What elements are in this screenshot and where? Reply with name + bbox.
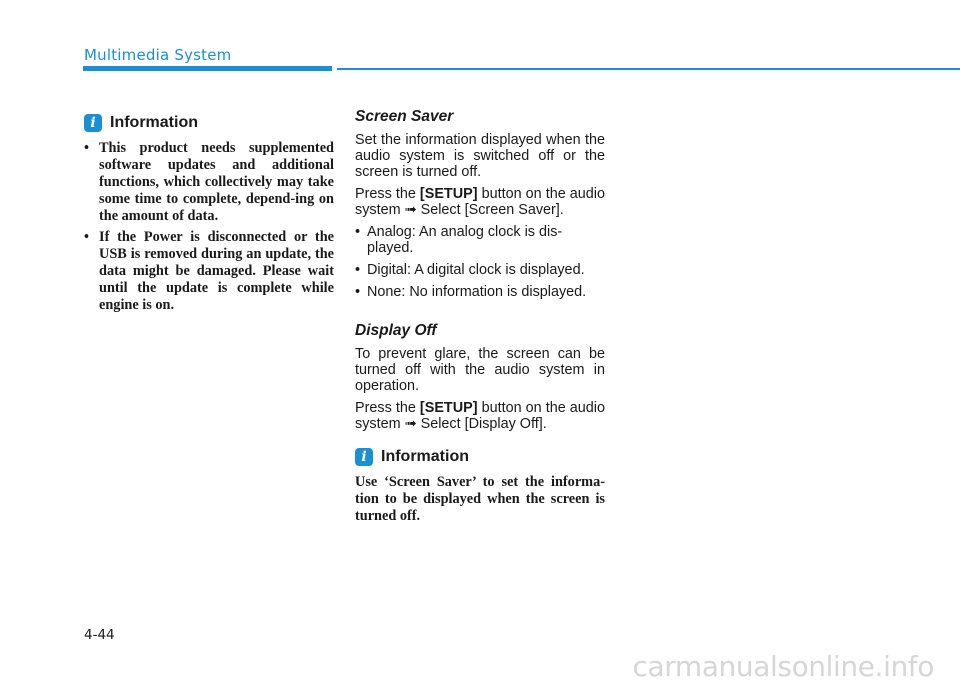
display-off-instruction	[355, 400, 605, 432]
info-heading	[355, 448, 605, 466]
right-column	[355, 108, 605, 525]
setup-button-label: [SETUP]	[419, 400, 478, 416]
display-off-intro: To prevent glare, the screen can be turned off with the audio system in operation.	[355, 346, 605, 394]
screen-saver-title: Screen Saver	[355, 108, 454, 125]
info-bullet: • This product needs supplemented software updates and additional functions, which collectively may take some time to complete, depend-ing on the amount of data.	[84, 140, 334, 225]
option-item: • None: No information is displayed.	[355, 284, 605, 300]
screen-saver-instruction	[355, 186, 605, 218]
info-note: Use ‘Screen Saver’ to set the informa-tion to be displayed when the screen is turned off.	[355, 474, 605, 524]
header-title: Multimedia System	[84, 46, 232, 64]
info-title: Information	[381, 448, 469, 465]
info-icon: i	[84, 114, 102, 132]
option-item: • Digital: A digital clock is displayed.	[355, 262, 605, 278]
instruction-text: button on the audio system ➟ Select [Screen Saver].	[355, 186, 605, 218]
page-number: 4-44	[84, 627, 115, 643]
left-column	[84, 114, 334, 318]
screen-saver-options	[355, 224, 605, 300]
option-item: • Analog: An analog clock is dis-played.	[355, 224, 605, 256]
header-rule-thin	[337, 68, 960, 70]
info-bullet: • If the Power is disconnected or the USB is removed during an update, the data might be damaged. Please wait until the update is complete while engine is on.	[84, 229, 334, 314]
info-heading	[84, 114, 334, 132]
info-bullet-list	[84, 140, 334, 314]
screen-saver-intro: Set the information displayed when the audio system is switched off or the screen is turned off.	[355, 132, 605, 180]
info-icon: i	[355, 448, 373, 466]
instruction-text: button on the audio system ➟ Select [Display Off].	[355, 400, 605, 432]
info-title: Information	[110, 114, 198, 131]
display-off-title: Display Off	[355, 322, 437, 339]
setup-button-label: [SETUP]	[419, 186, 478, 202]
instruction-text: Press the	[355, 186, 420, 202]
instruction-text: Press the	[355, 400, 420, 416]
watermark: carmanualsonline.info	[632, 650, 934, 683]
header-rule-thick	[83, 66, 332, 71]
